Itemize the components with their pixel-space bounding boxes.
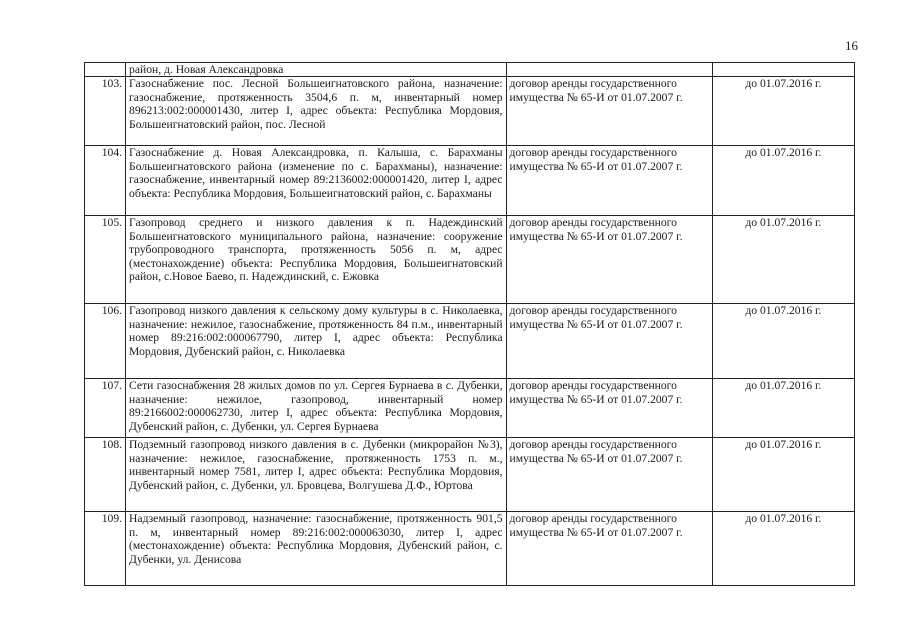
property-registry-table (84, 62, 855, 586)
object-description: Газоснабжение д. Новая Александровка, п. Калыша, с. Барахманы Большеигнатовского района (изменение по с. Барахманы), назначение: газоснабжение, инвентарный номер 89:2136002:000001420, литер I, адрес объекта: Республика Мордовия, Большеигнатовский район, с. Барахманы (126, 146, 506, 216)
page-number: 16 (845, 38, 858, 53)
row-number: 107. (85, 379, 126, 438)
legal-basis: договор аренды государственного имущества № 65-И от 01.07.2007 г. (506, 146, 712, 216)
row-number: 103. (85, 77, 126, 146)
term: до 01.07.2016 г. (712, 304, 854, 379)
term: до 01.07.2016 г. (712, 77, 854, 146)
legal-basis: договор аренды государственного имущества № 65-И от 01.07.2007 г. (506, 379, 712, 438)
row-number: 109. (85, 512, 126, 586)
table-row (85, 379, 855, 438)
term (712, 63, 854, 77)
table-row-continuation (85, 63, 855, 77)
term: до 01.07.2016 г. (712, 216, 854, 304)
term: до 01.07.2016 г. (712, 512, 854, 586)
legal-basis: договор аренды государственного имущества № 65-И от 01.07.2007 г. (506, 216, 712, 304)
term: до 01.07.2016 г. (712, 146, 854, 216)
table-row (85, 304, 855, 379)
table-row (85, 77, 855, 146)
legal-basis: договор аренды государственного имущества № 65-И от 01.07.2007 г. (506, 77, 712, 146)
object-description: Подземный газопровод низкого давления в с. Дубенки (микрорайон №3), назначение: нежилое, газоснабжение, протяженность 1753 п. м., инвентарный номер 7581, литер I, адрес объекта: Республика Мордовия, Дубенский район, с. Дубенки, ул. Бровцева, Волгушева Д.Ф., Юртова (126, 438, 506, 512)
term: до 01.07.2016 г. (712, 379, 854, 438)
table-row (85, 512, 855, 586)
legal-basis: договор аренды государственного имущества № 65-И от 01.07.2007 г. (506, 512, 712, 586)
object-description: Газоснабжение пос. Лесной Большеигнатовского района, назначение: газоснабжение, протяженность 3504,6 п. м, инвентарный номер 896213:002:000001430, литер I, адрес объекта: Республика Мордовия, Большеигнатовский район, пос. Лесной (126, 77, 506, 146)
table-row (85, 216, 855, 304)
row-number (85, 63, 126, 77)
table-row (85, 438, 855, 512)
table-row (85, 146, 855, 216)
legal-basis (506, 63, 712, 77)
object-description: район, д. Новая Александровка (126, 63, 506, 77)
row-number: 105. (85, 216, 126, 304)
object-description: Газопровод низкого давления к сельскому дому культуры в с. Николаевка, назначение: нежилое, газоснабжение, протяженность 84 п.м., инвентарный номер 89:216:002:000067790, литер I, адрес объекта: Республика Мордовия, Дубенский район, с. Николаевка (126, 304, 506, 379)
object-description: Газопровод среднего и низкого давления к п. Надеждинский Большеигнатовского муниципального района, назначение: сооружение трубопроводного транспорта, протяженность 5056 п. м, адрес (местонахождение) объекта: Республика Мордовия, Большеигнатовский район, с.Новое Баево, п. Надеждинский, с. Ежовка (126, 216, 506, 304)
legal-basis: договор аренды государственного имущества № 65-И от 01.07.2007 г. (506, 304, 712, 379)
row-number: 108. (85, 438, 126, 512)
row-number: 106. (85, 304, 126, 379)
row-number: 104. (85, 146, 126, 216)
term: до 01.07.2016 г. (712, 438, 854, 512)
object-description: Сети газоснабжения 28 жилых домов по ул. Сергея Бурнаева в с. Дубенки, назначение: нежилое, газопровод, инвентарный номер 89:2166002:000062730, литер I, адрес объекта: Республика Мордовия, Дубенский район, с. Дубенки, ул. Сергея Бурнаева (126, 379, 506, 438)
object-description: Надземный газопровод, назначение: газоснабжение, протяженность 901,5 п. м, инвентарный номер 89:216:002:000063030, литер I, адрес (местонахождение) объекта: Республика Мордовия, Дубенский район, с. Дубенки, ул. Денисова (126, 512, 506, 586)
legal-basis: договор аренды государственного имущества № 65-И от 01.07.2007 г. (506, 438, 712, 512)
